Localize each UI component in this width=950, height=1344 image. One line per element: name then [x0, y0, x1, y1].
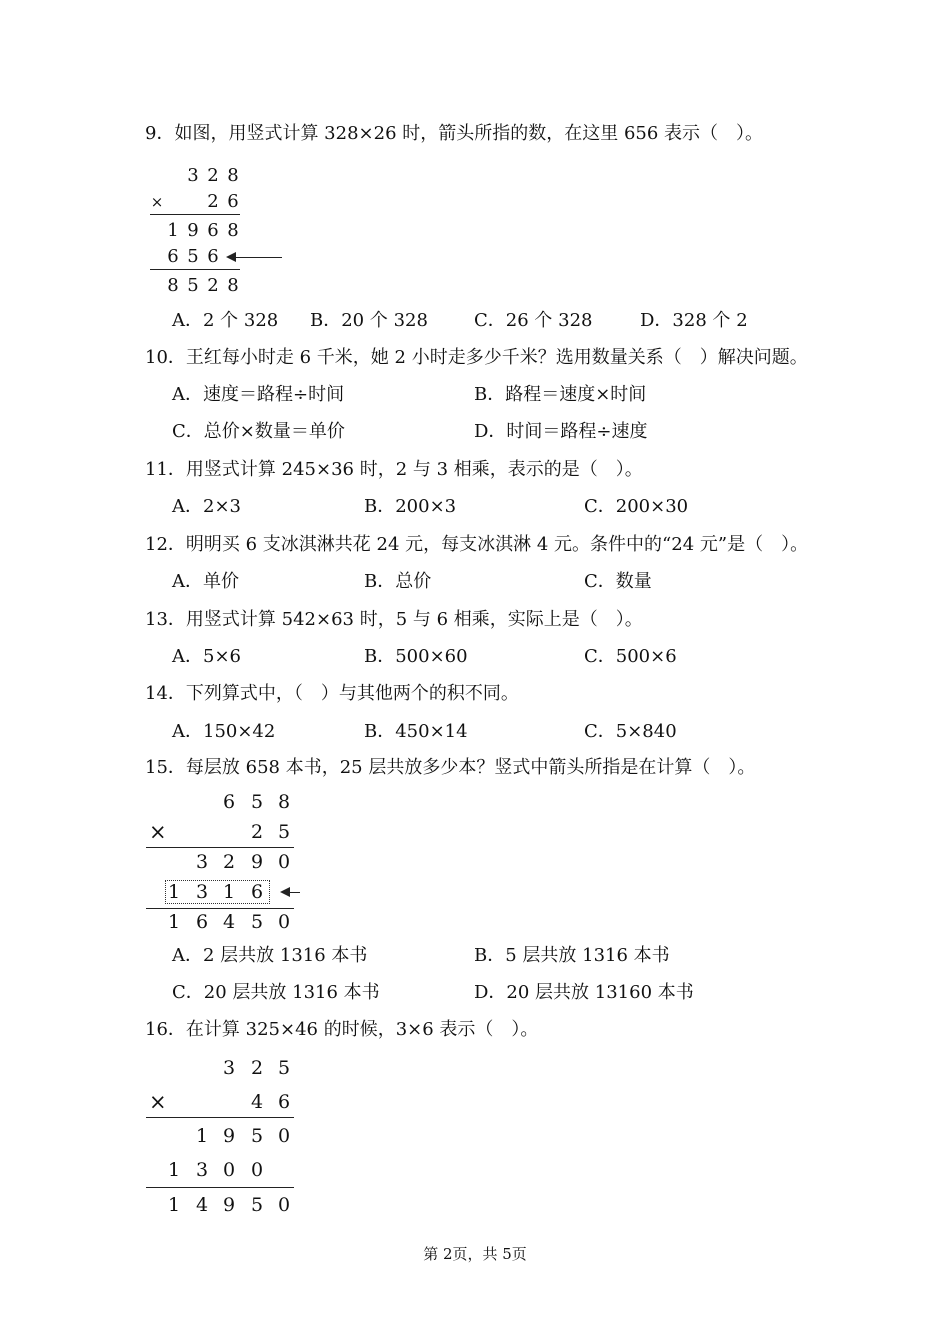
- digit: 6: [227, 191, 239, 212]
- arrow-line: [234, 257, 282, 258]
- digit: 5: [277, 1057, 291, 1079]
- option-a[interactable]: A．5×6: [172, 646, 241, 667]
- calc-rule: [146, 847, 294, 848]
- digit: 0: [277, 1125, 291, 1147]
- vertical-calculation-q9: [148, 166, 288, 301]
- option-a[interactable]: A．2×3: [172, 496, 241, 517]
- digit: 8: [227, 275, 239, 296]
- page-footer: 第 2页，共 5页: [423, 1245, 527, 1263]
- option-d[interactable]: D．时间＝路程÷速度: [474, 421, 648, 442]
- digit: 6: [207, 220, 219, 241]
- option-d[interactable]: D．328 个 2: [640, 310, 748, 331]
- question-text: 用竖式计算 245×36 时，2 与 3 相乘，表示的是（ ）。: [185, 459, 643, 480]
- digit: 8: [227, 220, 239, 241]
- option-c[interactable]: C．500×6: [584, 646, 677, 667]
- question-9: [145, 122, 763, 146]
- digit: 2: [207, 191, 219, 212]
- question-number: 10．: [145, 347, 186, 368]
- question-text: 在计算 325×46 的时候，3×6 表示（ ）。: [185, 1019, 539, 1040]
- calc-rule: [150, 214, 240, 215]
- option-b[interactable]: B．200×3: [364, 496, 457, 517]
- question-number: 14．: [145, 683, 186, 704]
- vertical-calculation-q15: [146, 790, 316, 935]
- digit: 6: [250, 881, 264, 903]
- digit: 3: [187, 165, 199, 186]
- digit: 8: [277, 791, 291, 813]
- multiply-sign: ×: [149, 820, 167, 844]
- option-b[interactable]: B．5 层共放 1316 本书: [474, 945, 670, 966]
- option-b[interactable]: B．路程＝速度×时间: [474, 384, 647, 405]
- digit: 1: [167, 220, 179, 241]
- multiply-sign: ×: [149, 1090, 167, 1114]
- digit: 5: [277, 821, 291, 843]
- question-number: 12．: [145, 534, 186, 555]
- digit: 6: [167, 246, 179, 267]
- digit: 9: [222, 1125, 236, 1147]
- question-14: [145, 682, 519, 706]
- digit: 5: [187, 275, 199, 296]
- digit: 3: [195, 1159, 209, 1181]
- question-10: [145, 346, 808, 370]
- digit: 0: [277, 911, 291, 933]
- option-b[interactable]: B．450×14: [364, 721, 468, 742]
- digit: 2: [222, 851, 236, 873]
- digit: 3: [195, 881, 209, 903]
- question-13: [145, 608, 643, 632]
- digit: 3: [222, 1057, 236, 1079]
- digit: 0: [277, 851, 291, 873]
- question-text: 下列算式中，（ ）与其他两个的积不同。: [185, 683, 519, 704]
- option-c[interactable]: C．数量: [584, 571, 652, 592]
- option-b[interactable]: B．500×60: [364, 646, 468, 667]
- option-a[interactable]: A．2 层共放 1316 本书: [172, 945, 368, 966]
- digit: 2: [250, 821, 264, 843]
- digit: 5: [250, 911, 264, 933]
- multiply-sign: ×: [150, 193, 164, 211]
- question-text: 王红每小时走 6 千米，她 2 小时走多少千米？选用数量关系（ ）解决问题。: [185, 347, 808, 368]
- option-c[interactable]: C．26 个 328: [474, 310, 593, 331]
- digit: 6: [222, 791, 236, 813]
- question-16: [145, 1018, 538, 1042]
- question-15: [145, 756, 755, 780]
- calc-rule: [146, 908, 294, 909]
- question-number: 16．: [145, 1019, 186, 1040]
- digit: 1: [167, 1159, 181, 1181]
- calc-rule: [150, 269, 240, 270]
- digit: 5: [187, 246, 199, 267]
- digit: 9: [222, 1194, 236, 1216]
- digit: 6: [277, 1091, 291, 1113]
- digit: 9: [250, 851, 264, 873]
- digit: 4: [250, 1091, 264, 1113]
- digit: 8: [227, 165, 239, 186]
- digit: 8: [167, 275, 179, 296]
- option-b[interactable]: B．20 个 328: [310, 310, 428, 331]
- digit: 3: [195, 851, 209, 873]
- question-11: [145, 458, 643, 482]
- option-c[interactable]: C．5×840: [584, 721, 677, 742]
- arrow-line: [288, 892, 300, 893]
- digit: 9: [187, 220, 199, 241]
- digit: 1: [222, 881, 236, 903]
- digit: 1: [167, 881, 181, 903]
- digit: 4: [195, 1194, 209, 1216]
- option-d[interactable]: D．20 层共放 13160 本书: [474, 982, 694, 1003]
- digit: 2: [207, 275, 219, 296]
- option-a[interactable]: A．150×42: [172, 721, 276, 742]
- digit: 6: [195, 911, 209, 933]
- option-a[interactable]: A．2 个 328: [172, 310, 279, 331]
- option-b[interactable]: B．总价: [364, 571, 432, 592]
- question-text: 明明买 6 支冰淇淋共花 24 元，每支冰淇淋 4 元。条件中的“24 元”是（ ）。: [185, 534, 809, 555]
- option-c[interactable]: C．总价×数量＝单价: [172, 421, 345, 442]
- question-number: 13．: [145, 609, 186, 630]
- option-c[interactable]: C．200×30: [584, 496, 689, 517]
- digit: 5: [250, 1125, 264, 1147]
- option-a[interactable]: A．单价: [172, 571, 239, 592]
- question-text: 每层放 658 本书，25 层共放多少本？竖式中箭头所指是在计算（ ）。: [185, 757, 756, 778]
- question-number: 15．: [145, 757, 186, 778]
- digit: 1: [167, 1194, 181, 1216]
- option-c[interactable]: C．20 层共放 1316 本书: [172, 982, 380, 1003]
- question-text: 如图，用竖式计算 328×26 时，箭头所指的数，在这里 656 表示（ ）。: [174, 123, 764, 144]
- vertical-calculation-q16: [146, 1056, 316, 1221]
- calc-rule: [146, 1187, 294, 1188]
- digit: 0: [277, 1194, 291, 1216]
- question-12: [145, 533, 808, 557]
- digit: 0: [222, 1159, 236, 1181]
- digit: 5: [250, 791, 264, 813]
- digit: 1: [167, 911, 181, 933]
- digit: 5: [250, 1194, 264, 1216]
- digit: 0: [250, 1159, 264, 1181]
- question-number: 9．: [145, 123, 175, 144]
- calc-rule: [146, 1117, 294, 1118]
- question-text: 用竖式计算 542×63 时，5 与 6 相乘，实际上是（ ）。: [185, 609, 643, 630]
- question-number: 11．: [145, 459, 186, 480]
- digit: 2: [207, 165, 219, 186]
- digit: 2: [250, 1057, 264, 1079]
- option-a[interactable]: A．速度＝路程÷时间: [172, 384, 345, 405]
- digit: 1: [195, 1125, 209, 1147]
- digit: 4: [222, 911, 236, 933]
- digit: 6: [207, 246, 219, 267]
